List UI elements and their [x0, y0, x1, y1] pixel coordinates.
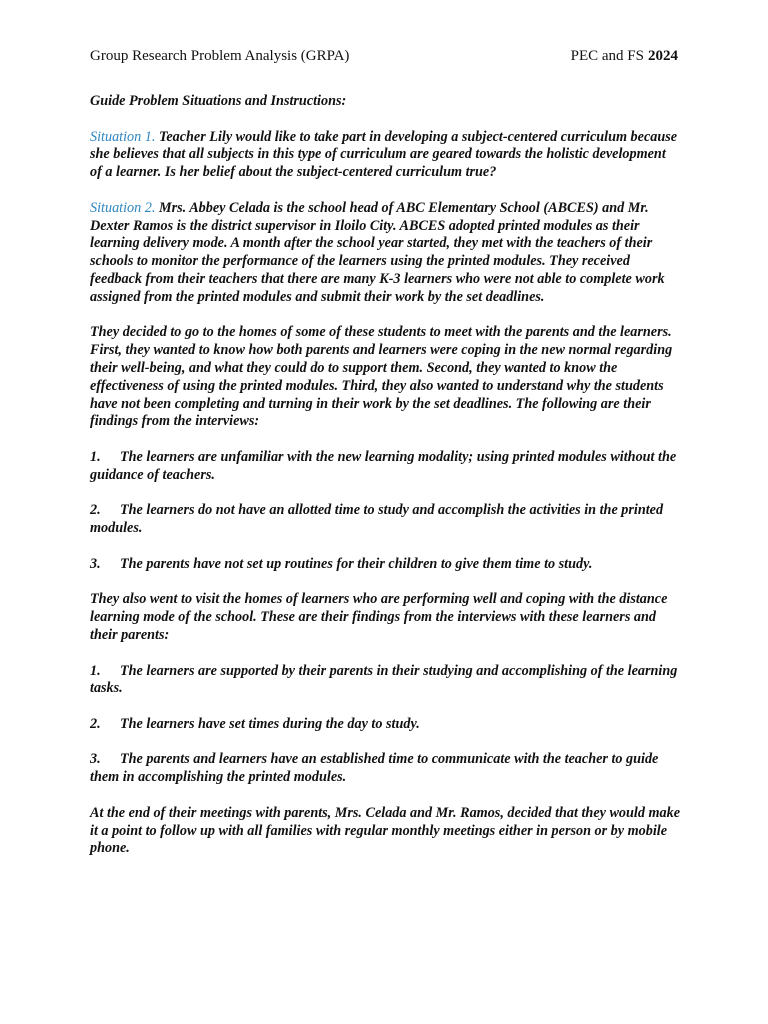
finding-number: 2.: [90, 715, 101, 732]
situation-2-label: Situation 2.: [90, 199, 156, 216]
header-year: 2024: [648, 48, 678, 64]
finding-number: 2.: [90, 502, 101, 519]
header-course: [571, 46, 678, 66]
paragraph-conclusion: At the end of their meetings with parents, Mrs. Celada and Mr. Ramos, decided that they would make it a point to follow up with all families with regular monthly meetings either in person or by mobile phone.: [90, 804, 681, 857]
finding-text: The learners do not have an allotted time to study and accomplish the activities in the printed modules.: [90, 502, 664, 537]
situation-1-text: Teacher Lily would like to take part in developing a subject-centered curriculum because she believes that all subjects in this type of curriculum are geared towards the holistic development of a learner. Is her belief about the subject-centered curriculum true?: [90, 128, 678, 181]
situation-1-label: Situation 1.: [90, 128, 156, 145]
finding-text: The parents have not set up routines for their children to give them time to study.: [120, 555, 593, 572]
header-course-text: PEC and FS: [570, 48, 644, 64]
page-header: [90, 46, 678, 66]
finding-item: [90, 556, 680, 574]
paragraph-performing-well: They also went to visit the homes of learners who are performing well and coping with the distance learning mode of the school. These are their findings from the interviews with these learners and their parents:: [90, 591, 668, 643]
guide-title: Guide Problem Situations and Instructions:: [90, 93, 347, 109]
situation-1: [90, 129, 680, 182]
finding-number: 1.: [90, 662, 101, 679]
finding-text: The learners are unfamiliar with the new learning modality; using printed modules without the guidance of teachers.: [90, 448, 677, 483]
header-title: Group Research Problem Analysis (GRPA): [90, 48, 350, 64]
situation-2: [90, 200, 680, 307]
finding-text: The learners are supported by their parents in their studying and accomplishing of the learning tasks.: [90, 662, 678, 697]
finding-number: 3.: [90, 555, 101, 572]
document-body: [90, 93, 680, 876]
finding-item: [90, 716, 680, 734]
situation-2-text: Mrs. Abbey Celada is the school head of ABC Elementary School (ABCES) and Mr. Dexter Ramos is the district supervisor in Iloilo City. ABCES adopted printed modules as their learning delivery mode. A month after the school year started, they met with the teachers of their schools to monitor the performance of the learners using the printed modules. They received feedback from their teachers that there are many K-3 learners who were not able to complete work assigned from the printed modules and submit their work by the set deadlines.: [90, 199, 665, 305]
paragraph-home-visits: They decided to go to the homes of some of these students to meet with the parents and the learners. First, they wanted to know how both parents and learners were coping in the new normal regarding their well-being, and what they could do to support them. Second, they wanted to know the effectiveness of using the printed modules. Third, they also wanted to understand why the students have not been completing and turning in their work by the set deadlines. The following are their findings from the interviews:: [90, 324, 673, 430]
finding-item: [90, 502, 680, 538]
finding-item: [90, 449, 680, 485]
finding-number: 3.: [90, 751, 101, 768]
finding-item: [90, 663, 680, 699]
finding-item: [90, 751, 680, 787]
finding-text: The parents and learners have an established time to communicate with the teacher to guide them in accomplishing the printed modules.: [90, 751, 659, 786]
finding-number: 1.: [90, 448, 101, 465]
finding-text: The learners have set times during the day to study.: [120, 715, 420, 732]
